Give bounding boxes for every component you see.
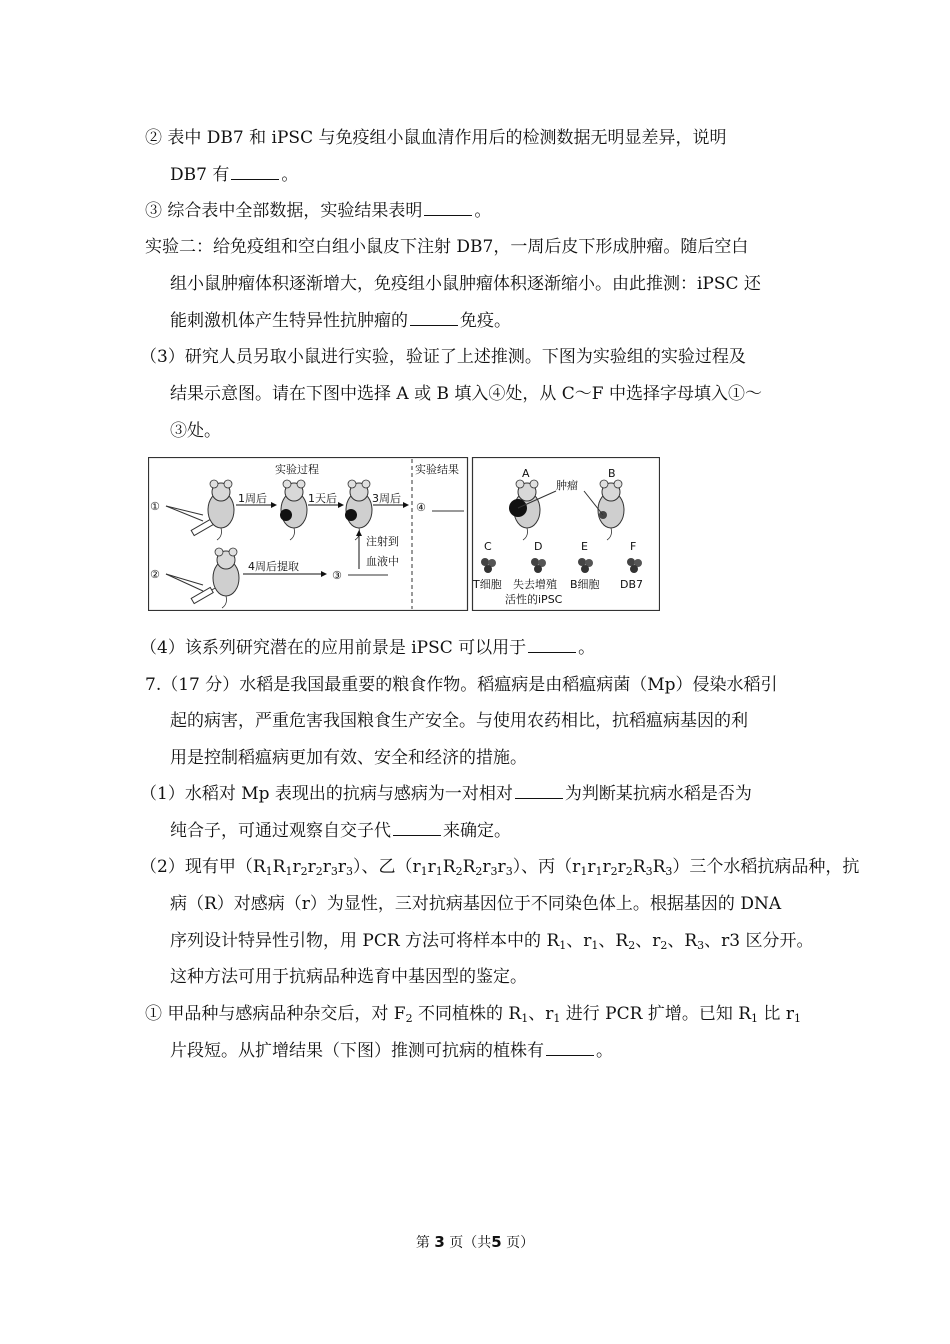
inject-label-1: 注射到	[366, 535, 399, 548]
result-title: 实验结果	[415, 463, 459, 476]
mark-4: ④	[416, 501, 426, 514]
answer-blank[interactable]	[528, 638, 576, 653]
process-title: 实验过程	[275, 463, 319, 476]
answer-blank[interactable]	[410, 311, 458, 326]
q6-4: （4）该系列研究潜在的应用前景是 iPSC 可以用于 。	[140, 638, 596, 658]
label-F: F	[630, 540, 637, 553]
q7-2-item1-line2: 片段短。从扩增结果（下图）推测可抗病的植株有 。	[170, 1041, 613, 1061]
mark-3: ③	[332, 569, 342, 582]
cell-E-label: B细胞	[570, 578, 600, 591]
q7-intro-line3: 用是控制稻瘟病更加有效、安全和经济的措施。	[170, 748, 527, 768]
q7-intro-line2: 起的病害，严重危害我国粮食生产安全。与使用农药相比，抗稻瘟病基因的利	[170, 711, 748, 731]
q7-2-line4: 这种方法可用于抗病品种选育中基因型的鉴定。	[170, 967, 527, 987]
extract-4weeks: 4周后提取	[248, 560, 299, 573]
q6-exp2-line2: 组小鼠肿瘤体积逐渐增大，免疫组小鼠肿瘤体积逐渐缩小。由此推测：iPSC 还	[170, 274, 761, 294]
q7-2-line3: 序列设计特异性引物，用 PCR 方法可将样本中的 $R_1$、$r_1$、$R_2$、$r_2$、$R_3$、r3 区分开。	[170, 931, 814, 952]
label-B: B	[608, 467, 616, 480]
label-C: C	[484, 540, 492, 553]
cell-F-label: DB7	[620, 578, 644, 591]
q6-item3: ③ 综合表中全部数据，实验结果表明 。	[145, 201, 492, 221]
q6-item2-line2: DB7 有 。	[170, 165, 299, 185]
q7-1-line2: 纯合子，可通过观察自交子代 来确定。	[170, 821, 511, 841]
tumor-label: 肿瘤	[556, 479, 578, 492]
label-E: E	[581, 540, 588, 553]
cell-D-label-1: 失去增殖	[513, 578, 557, 591]
mark-1: ①	[150, 500, 160, 513]
q6-exp2-line1: 实验二：给免疫组和空白组小鼠皮下注射 DB7，一周后皮下形成肿瘤。随后空白	[145, 237, 749, 257]
cell-C-label: T细胞	[473, 578, 502, 591]
cell-D-label-2: 活性的iPSC	[505, 593, 563, 606]
answer-blank[interactable]	[515, 784, 563, 799]
q7-2-line2: 病（R）对感病（r）为显性，三对抗病基因位于不同染色体上。根据基因的 DNA	[170, 894, 782, 914]
q7-2-item1-line1: ① 甲品种与感病品种杂交后，对 $F_2$ 不同植株的 $R_1$、$r_1$ 进行 PCR 扩增。已知 $R_1$ 比 $r_1$	[145, 1004, 801, 1025]
page-number: 3	[434, 1233, 445, 1251]
answer-blank[interactable]	[424, 201, 472, 216]
q6-3-line2: 结果示意图。请在下图中选择 A 或 B 填入④处，从 C～F 中选择字母填入①～	[170, 384, 762, 404]
q6-3-line3: ③处。	[170, 421, 221, 441]
page-footer: 第 3 页（共5 页）	[415, 1233, 535, 1251]
label-D: D	[534, 540, 543, 553]
q7-2-line1: （2）现有甲$(R_1R_1r_2r_2r_3r_3)$、乙$(r_1r_1R_2R_2r_3r_3)$、丙$(r_1r_1r_2r_2R_3R_3)$三个水稻抗病品种，抗	[140, 857, 860, 878]
q7-1-line1: （1）水稻对 Mp 表现出的抗病与感病为一对相对 为判断某抗病水稻是否为	[140, 784, 752, 804]
answer-blank[interactable]	[393, 821, 441, 836]
step-3weeks: 3周后	[372, 492, 401, 505]
answer-blank[interactable]	[231, 165, 279, 180]
inject-label-2: 血液中	[366, 555, 399, 568]
total-pages: 5	[491, 1233, 502, 1251]
step-1week: 1周后	[238, 492, 267, 505]
q6-3-line1: （3）研究人员另取小鼠进行实验，验证了上述推测。下图为实验组的实验过程及	[140, 347, 746, 367]
answer-blank[interactable]	[546, 1041, 594, 1056]
q6-exp2-line3: 能刺激机体产生特异性抗肿瘤的 免疫。	[170, 311, 511, 331]
q6-item2-line1: ② 表中 DB7 和 iPSC 与免疫组小鼠血清作用后的检测数据无明显差异，说明	[145, 128, 727, 148]
experiment-figure	[148, 457, 660, 611]
q7-intro-line1: 7.（17 分）水稻是我国最重要的粮食作物。稻瘟病是由稻瘟病菌（Mp）侵染水稻引	[145, 675, 778, 695]
mark-2: ②	[150, 568, 160, 581]
label-A: A	[522, 467, 530, 480]
step-1day: 1天后	[308, 492, 337, 505]
